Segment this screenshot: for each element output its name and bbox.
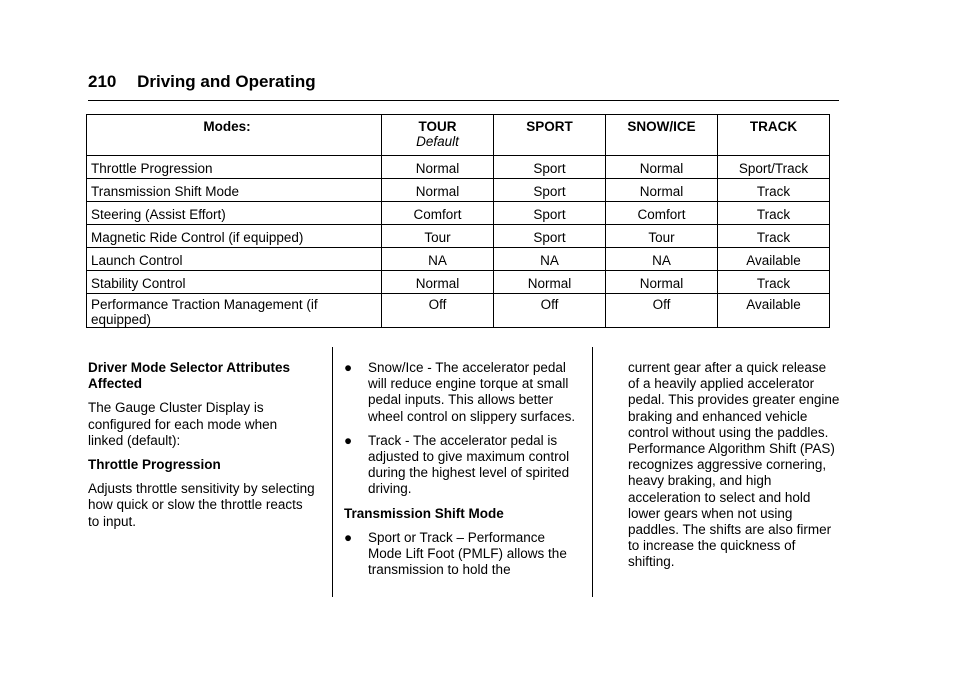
table-cell: Sport xyxy=(494,225,606,248)
list-item: ● Sport or Track – Performance Mode Lift Foot (PMLF) allows the transmission to hold the xyxy=(344,529,567,578)
list-item: ● Snow/Ice - The accelerator pedal will reduce engine torque at small pedal inputs. This allows better wheel control on slippery surfaces. xyxy=(344,360,576,424)
table-cell: Normal xyxy=(382,156,494,179)
column-divider xyxy=(332,347,333,597)
table-cell: NA xyxy=(382,248,494,271)
table-row xyxy=(87,225,830,248)
paragraph-continuation: current gear after a quick release of a heavily applied accelerator pedal. This provides greater engine braking and enhanced vehicle control without using the paddles. Performance Algorithm Shift (PAS) recognizes aggressive cornering, heavy braking, and high acceleration to select and hold lower gears when not using paddles. The shifts are also firmer to increase the quickness of shifting. xyxy=(628,360,840,570)
driver-modes-table xyxy=(86,114,830,328)
table-cell: Normal xyxy=(382,271,494,294)
subsection-heading: Transmission Shift Mode xyxy=(344,505,504,521)
column-header-modes: Modes: xyxy=(87,115,382,156)
subsection-heading: Throttle Progression xyxy=(88,457,221,473)
column-header-snow-ice: SNOW/ICE xyxy=(606,115,718,156)
table-cell: Available xyxy=(718,248,830,271)
table-cell: Normal xyxy=(606,271,718,294)
table-cell: Sport xyxy=(494,179,606,202)
list-item: ● Track - The accelerator pedal is adjusted to give maximum control during the highest level of spirited driving. xyxy=(344,432,570,497)
row-label: Throttle Progression xyxy=(87,156,382,179)
paragraph: The Gauge Cluster Display is configured for each mode when linked (default): xyxy=(88,400,278,448)
table-cell: Comfort xyxy=(606,202,718,225)
table-cell: Normal xyxy=(382,179,494,202)
table-header-row xyxy=(87,115,830,156)
bullet-icon: ● xyxy=(344,360,353,375)
page-number: 210 xyxy=(88,72,117,91)
row-label: Magnetic Ride Control (if equipped) xyxy=(87,225,382,248)
table-cell: Off xyxy=(606,294,718,328)
table-row xyxy=(87,294,830,328)
section-heading: Driver Mode Selector Attributes Affected xyxy=(88,360,291,392)
column-header-sport: SPORT xyxy=(494,115,606,156)
bullet-icon: ● xyxy=(344,529,353,545)
row-label: Steering (Assist Effort) xyxy=(87,202,382,225)
table-cell: Normal xyxy=(494,271,606,294)
table-row xyxy=(87,202,830,225)
paragraph: Adjusts throttle sensitivity by selecting how quick or slow the throttle reacts to input. xyxy=(88,481,315,529)
table-cell: Available xyxy=(718,294,830,328)
table-row xyxy=(87,156,830,179)
table-row xyxy=(87,271,830,294)
table-cell: Comfort xyxy=(382,202,494,225)
table-cell: Normal xyxy=(606,156,718,179)
table-cell: Track xyxy=(718,202,830,225)
row-label: Performance Traction Management (if equipped) xyxy=(87,294,382,328)
header-rule xyxy=(88,100,839,101)
column-subheader-default: Default xyxy=(416,134,459,149)
column-header-tour: TOUR Default xyxy=(382,115,494,156)
table-cell: Tour xyxy=(606,225,718,248)
table-row xyxy=(87,179,830,202)
text-column-1 xyxy=(88,360,316,538)
table-cell: NA xyxy=(494,248,606,271)
bullet-icon: ● xyxy=(344,432,353,448)
row-label: Transmission Shift Mode xyxy=(87,179,382,202)
column-header-track: TRACK xyxy=(718,115,830,156)
table-cell: Track xyxy=(718,271,830,294)
table-cell: Sport/Track xyxy=(718,156,830,179)
table-cell: NA xyxy=(606,248,718,271)
table-cell: Track xyxy=(718,225,830,248)
row-label: Launch Control xyxy=(87,248,382,271)
column-divider xyxy=(592,347,593,597)
text-column-3 xyxy=(604,360,840,579)
table-cell: Normal xyxy=(606,179,718,202)
table-row xyxy=(87,248,830,271)
table-cell: Off xyxy=(494,294,606,328)
text-column-2 xyxy=(344,360,580,586)
table-cell: Sport xyxy=(494,156,606,179)
page-title: Driving and Operating xyxy=(137,72,316,91)
row-label: Stability Control xyxy=(87,271,382,294)
table-cell: Sport xyxy=(494,202,606,225)
page-header xyxy=(88,72,316,92)
table-cell: Tour xyxy=(382,225,494,248)
table-cell: Track xyxy=(718,179,830,202)
table-cell: Off xyxy=(382,294,494,328)
